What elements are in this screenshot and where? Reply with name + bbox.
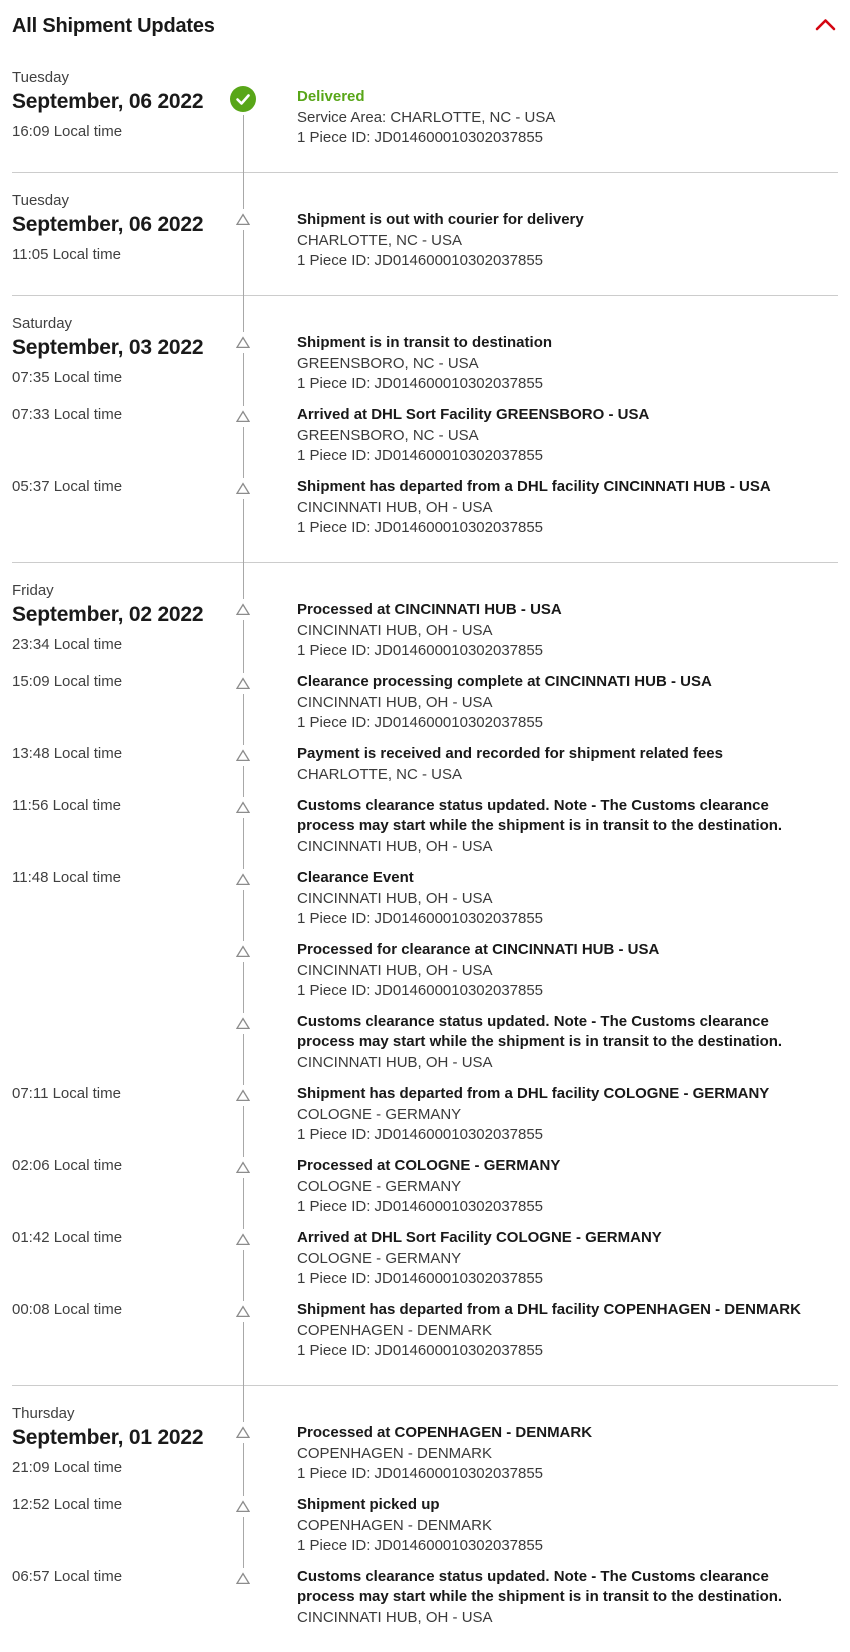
chevron-up-icon xyxy=(815,19,836,34)
event-status: Processed at COLOGNE - GERMANY xyxy=(297,1157,561,1174)
date-group xyxy=(12,50,838,172)
event-location: CINCINNATI HUB, OH - USA xyxy=(297,890,493,907)
event-datetime xyxy=(12,68,213,142)
event-details xyxy=(273,1404,838,1484)
event-icon-cell xyxy=(213,1300,273,1322)
event-day: Tuesday xyxy=(12,69,69,86)
collapse-section-button[interactable] xyxy=(813,14,838,35)
event-details xyxy=(273,405,838,466)
event-datetime xyxy=(12,1156,213,1176)
event-icon-cell xyxy=(213,405,273,427)
timeline-event-row xyxy=(12,405,838,466)
event-datetime xyxy=(12,796,213,816)
event-datetime xyxy=(12,868,213,888)
event-location: CINCINNATI HUB, OH - USA xyxy=(297,499,493,516)
event-date: September, 03 2022 xyxy=(12,336,204,359)
event-piece-id: 1 Piece ID: JD014600010302037855 xyxy=(297,1537,544,1554)
timeline-event-row xyxy=(12,1300,838,1361)
event-status: Processed at COPENHAGEN - DENMARK xyxy=(297,1424,593,1441)
in-transit-triangle-icon xyxy=(235,1157,251,1178)
timeline-event-row xyxy=(12,314,838,394)
timeline-event-row xyxy=(12,1567,838,1628)
timeline-event-row xyxy=(12,868,838,929)
event-piece-id: 1 Piece ID: JD014600010302037855 xyxy=(297,910,544,927)
event-time: 11:48 Local time xyxy=(12,869,121,886)
event-piece-id: 1 Piece ID: JD014600010302037855 xyxy=(297,1126,544,1143)
event-icon-cell xyxy=(213,1567,273,1589)
event-piece-id: 1 Piece ID: JD014600010302037855 xyxy=(297,129,544,146)
event-piece-id: 1 Piece ID: JD014600010302037855 xyxy=(297,642,544,659)
in-transit-triangle-icon xyxy=(235,209,251,230)
timeline-event-row xyxy=(12,191,838,271)
timeline-event-row xyxy=(12,1012,838,1073)
timeline-event-row xyxy=(12,672,838,733)
event-status: Clearance Event xyxy=(297,869,414,886)
event-time: 07:33 Local time xyxy=(12,406,123,423)
event-date: September, 01 2022 xyxy=(12,1426,204,1449)
event-status: Processed at CINCINNATI HUB - USA xyxy=(297,601,562,618)
timeline-event-row xyxy=(12,1156,838,1217)
event-location: GREENSBORO, NC - USA xyxy=(297,427,479,444)
event-time: 23:34 Local time xyxy=(12,636,123,653)
in-transit-triangle-icon xyxy=(235,406,251,427)
event-location: Service Area: CHARLOTTE, NC - USA xyxy=(297,109,556,126)
shipment-timeline xyxy=(12,50,838,1652)
event-datetime xyxy=(12,405,213,425)
in-transit-triangle-icon xyxy=(235,1301,251,1322)
timeline-event-row xyxy=(12,744,838,785)
event-location: CINCINNATI HUB, OH - USA xyxy=(297,1054,493,1071)
event-status: Shipment has departed from a DHL facility COLOGNE - GERMANY xyxy=(297,1085,770,1102)
event-status: Shipment picked up xyxy=(297,1496,440,1513)
timeline-event-row xyxy=(12,581,838,661)
event-icon-cell xyxy=(213,868,273,890)
event-icon-cell xyxy=(213,477,273,499)
event-piece-id: 1 Piece ID: JD014600010302037855 xyxy=(297,447,544,464)
in-transit-triangle-icon xyxy=(235,1013,251,1034)
date-group xyxy=(12,295,838,562)
event-date: September, 02 2022 xyxy=(12,603,204,626)
event-datetime xyxy=(12,744,213,764)
event-location: CINCINNATI HUB, OH - USA xyxy=(297,962,493,979)
event-day: Friday xyxy=(12,582,54,599)
event-location: CINCINNATI HUB, OH - USA xyxy=(297,694,493,711)
event-datetime xyxy=(12,314,213,388)
event-icon-cell xyxy=(213,1404,273,1443)
event-day: Saturday xyxy=(12,315,73,332)
date-group xyxy=(12,1385,838,1652)
event-status: Customs clearance status updated. Note - The Customs clearance process may start while the shipment is in transit to the destination. xyxy=(297,1568,783,1605)
event-piece-id: 1 Piece ID: JD014600010302037855 xyxy=(297,982,544,999)
event-date: September, 06 2022 xyxy=(12,90,204,113)
event-datetime xyxy=(12,1404,213,1478)
event-location: CINCINNATI HUB, OH - USA xyxy=(297,838,493,855)
event-icon-cell xyxy=(213,191,273,230)
event-details xyxy=(273,1084,838,1145)
event-location: COLOGNE - GERMANY xyxy=(297,1250,462,1267)
event-details xyxy=(273,868,838,929)
event-status: Customs clearance status updated. Note - The Customs clearance process may start while the shipment is in transit to the destination. xyxy=(297,797,783,834)
event-details xyxy=(273,1012,838,1073)
event-datetime xyxy=(12,672,213,692)
timeline-event-row xyxy=(12,68,838,148)
event-piece-id: 1 Piece ID: JD014600010302037855 xyxy=(297,252,544,269)
in-transit-triangle-icon xyxy=(235,673,251,694)
event-time: 02:06 Local time xyxy=(12,1157,123,1174)
in-transit-triangle-icon xyxy=(235,797,251,818)
date-group xyxy=(12,562,838,1385)
event-status: Customs clearance status updated. Note - The Customs clearance process may start while the shipment is in transit to the destination. xyxy=(297,1013,783,1050)
event-time: 12:52 Local time xyxy=(12,1496,123,1513)
event-icon-cell xyxy=(213,1228,273,1250)
event-time: 05:37 Local time xyxy=(12,478,123,495)
timeline-event-row xyxy=(12,1228,838,1289)
timeline-event-row xyxy=(12,1404,838,1484)
event-time: 15:09 Local time xyxy=(12,673,123,690)
event-details xyxy=(273,1228,838,1289)
page-title: All Shipment Updates xyxy=(12,15,215,37)
event-details xyxy=(273,1300,838,1361)
event-details xyxy=(273,672,838,733)
event-time: 01:42 Local time xyxy=(12,1229,123,1246)
event-details xyxy=(273,744,838,785)
event-status: Shipment has departed from a DHL facility CINCINNATI HUB - USA xyxy=(297,478,771,495)
event-location: COLOGNE - GERMANY xyxy=(297,1106,462,1123)
event-icon-cell xyxy=(213,68,273,115)
event-datetime xyxy=(12,1228,213,1248)
event-icon-cell xyxy=(213,1495,273,1517)
event-piece-id: 1 Piece ID: JD014600010302037855 xyxy=(297,375,544,392)
event-piece-id: 1 Piece ID: JD014600010302037855 xyxy=(297,1465,544,1482)
event-piece-id: 1 Piece ID: JD014600010302037855 xyxy=(297,714,544,731)
event-location: COLOGNE - GERMANY xyxy=(297,1178,462,1195)
event-details xyxy=(273,191,838,271)
event-piece-id: 1 Piece ID: JD014600010302037855 xyxy=(297,1198,544,1215)
event-day: Thursday xyxy=(12,1405,75,1422)
in-transit-triangle-icon xyxy=(235,869,251,890)
event-datetime xyxy=(12,1495,213,1515)
event-location: COPENHAGEN - DENMARK xyxy=(297,1322,493,1339)
timeline-event-row xyxy=(12,940,838,1001)
in-transit-triangle-icon xyxy=(235,478,251,499)
event-day: Tuesday xyxy=(12,192,69,209)
event-time: 16:09 Local time xyxy=(12,123,123,140)
in-transit-triangle-icon xyxy=(235,1422,251,1443)
event-icon-cell xyxy=(213,672,273,694)
event-icon-cell xyxy=(213,796,273,818)
event-location: CINCINNATI HUB, OH - USA xyxy=(297,1609,493,1626)
timeline-event-row xyxy=(12,796,838,857)
in-transit-triangle-icon xyxy=(235,1229,251,1250)
event-status: Arrived at DHL Sort Facility GREENSBORO - USA xyxy=(297,406,650,423)
event-datetime xyxy=(12,477,213,497)
in-transit-triangle-icon xyxy=(235,332,251,353)
event-piece-id: 1 Piece ID: JD014600010302037855 xyxy=(297,1342,544,1359)
event-location: COPENHAGEN - DENMARK xyxy=(297,1445,493,1462)
panel-header xyxy=(12,0,838,50)
event-status: Shipment is in transit to destination xyxy=(297,334,553,351)
event-status: Shipment is out with courier for delivery xyxy=(297,211,584,228)
date-group xyxy=(12,172,838,295)
event-location: CHARLOTTE, NC - USA xyxy=(297,232,463,249)
event-icon-cell xyxy=(213,314,273,353)
event-details xyxy=(273,1156,838,1217)
event-location: CHARLOTTE, NC - USA xyxy=(297,766,463,783)
event-status: Processed for clearance at CINCINNATI HUB - USA xyxy=(297,941,660,958)
in-transit-triangle-icon xyxy=(235,599,251,620)
event-details xyxy=(273,581,838,661)
event-status: Clearance processing complete at CINCINNATI HUB - USA xyxy=(297,673,712,690)
in-transit-triangle-icon xyxy=(235,745,251,766)
event-datetime xyxy=(12,1084,213,1104)
event-details xyxy=(273,314,838,394)
event-datetime xyxy=(12,581,213,655)
event-location: GREENSBORO, NC - USA xyxy=(297,355,479,372)
event-status: Delivered xyxy=(297,88,365,105)
event-datetime xyxy=(12,1567,213,1587)
in-transit-triangle-icon xyxy=(235,941,251,962)
event-icon-cell xyxy=(213,1084,273,1106)
event-datetime xyxy=(12,191,213,265)
event-piece-id: 1 Piece ID: JD014600010302037855 xyxy=(297,1270,544,1287)
timeline-event-row xyxy=(12,477,838,538)
event-icon-cell xyxy=(213,940,273,962)
event-icon-cell xyxy=(213,1156,273,1178)
event-icon-cell xyxy=(213,1012,273,1034)
event-datetime xyxy=(12,1300,213,1320)
event-date: September, 06 2022 xyxy=(12,213,204,236)
event-location: CINCINNATI HUB, OH - USA xyxy=(297,622,493,639)
event-icon-cell xyxy=(213,581,273,620)
event-time: 06:57 Local time xyxy=(12,1568,123,1585)
event-piece-id: 1 Piece ID: JD014600010302037855 xyxy=(297,519,544,536)
event-time: 07:35 Local time xyxy=(12,369,123,386)
event-location: COPENHAGEN - DENMARK xyxy=(297,1517,493,1534)
delivered-check-icon xyxy=(230,86,256,115)
in-transit-triangle-icon xyxy=(235,1568,251,1589)
in-transit-triangle-icon xyxy=(235,1085,251,1106)
event-time: 07:11 Local time xyxy=(12,1085,121,1102)
event-details xyxy=(273,796,838,857)
event-details xyxy=(273,477,838,538)
event-time: 11:56 Local time xyxy=(12,797,121,814)
event-time: 13:48 Local time xyxy=(12,745,123,762)
event-status: Shipment has departed from a DHL facility COPENHAGEN - DENMARK xyxy=(297,1301,801,1318)
event-icon-cell xyxy=(213,744,273,766)
event-details xyxy=(273,1495,838,1556)
event-time: 11:05 Local time xyxy=(12,246,121,263)
event-details xyxy=(273,940,838,1001)
event-details xyxy=(273,68,838,148)
event-time: 21:09 Local time xyxy=(12,1459,123,1476)
event-time: 00:08 Local time xyxy=(12,1301,123,1318)
timeline-event-row xyxy=(12,1084,838,1145)
event-details xyxy=(273,1567,838,1628)
event-status: Arrived at DHL Sort Facility COLOGNE - GERMANY xyxy=(297,1229,662,1246)
in-transit-triangle-icon xyxy=(235,1496,251,1517)
event-status: Payment is received and recorded for shipment related fees xyxy=(297,745,723,762)
timeline-event-row xyxy=(12,1495,838,1556)
